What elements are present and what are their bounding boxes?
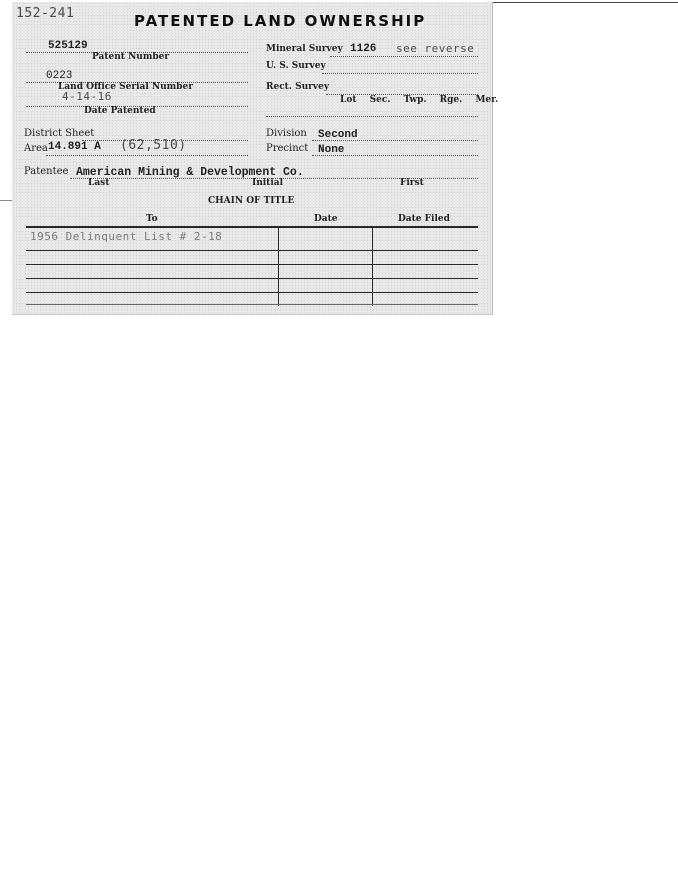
chain-column-date: Date — [314, 214, 338, 224]
division-label: Division — [266, 128, 307, 139]
patentee-initial-label: Initial — [252, 178, 283, 188]
precinct-label: Precinct — [266, 143, 309, 154]
page-edge-line — [492, 2, 678, 3]
patent-number-value: 525129 — [48, 40, 88, 52]
rect-header-sec: Sec. — [369, 95, 391, 105]
chain-column-to: To — [146, 214, 158, 224]
rect-survey-label: Rect. Survey — [266, 82, 330, 92]
chain-row-to: 1956 Delinquent List # 2-18 — [30, 230, 223, 243]
precinct-line — [312, 155, 478, 156]
file-number: 152-241 — [16, 6, 75, 21]
rect-survey-headers — [340, 95, 498, 105]
land-ownership-card — [12, 2, 499, 315]
chain-header-rule — [26, 226, 478, 228]
chain-row-rule — [26, 292, 478, 293]
date-patented-label: Date Patented — [84, 106, 156, 116]
patentee-first-label: First — [400, 178, 424, 188]
date-patented-value: 4-14-16 — [62, 90, 112, 103]
us-survey-label: U. S. Survey — [266, 61, 326, 71]
chain-row-rule — [26, 264, 478, 265]
rect-header-rge: Rge. — [439, 95, 463, 105]
mineral-survey-line — [330, 56, 478, 57]
chain-of-title-heading: CHAIN OF TITLE — [208, 196, 295, 206]
page-margin-mark — [0, 200, 12, 201]
card-title: PATENTED LAND OWNERSHIP — [134, 12, 427, 30]
mineral-survey-value: 1126 — [350, 43, 377, 55]
patent-number-label: Patent Number — [92, 52, 170, 62]
district-sheet-label: District Sheet — [24, 128, 95, 139]
chain-column-divider — [372, 226, 373, 306]
rect-header-twp: Twp. — [403, 95, 427, 105]
mineral-survey-label: Mineral Survey — [266, 44, 343, 54]
division-value: Second — [318, 129, 358, 141]
rect-header-lot: Lot — [340, 95, 357, 105]
chain-row-rule — [26, 250, 478, 251]
area-value: 14.891 A — [48, 141, 101, 153]
area-label: Area — [24, 143, 48, 154]
us-survey-line — [322, 73, 478, 74]
patentee-last-label: Last — [88, 178, 110, 188]
precinct-value: None — [318, 144, 345, 156]
chain-column-date-filed: Date Filed — [398, 214, 450, 224]
patentee-value: American Mining & Development Co. — [76, 166, 304, 179]
chain-bottom-rule — [26, 304, 478, 305]
serial-number-label: Land Office Serial Number — [58, 82, 193, 92]
rect-header-mer: Mer. — [475, 95, 499, 105]
serial-number-value: 0223 — [46, 70, 73, 82]
area-line — [46, 155, 248, 156]
patentee-label: Patentee — [24, 166, 69, 177]
division-line — [312, 140, 478, 141]
rect-survey-values-line — [266, 116, 478, 117]
mineral-survey-note: see reverse — [396, 42, 475, 55]
area-note: (62,510) — [120, 138, 187, 153]
chain-row-rule — [26, 278, 478, 279]
chain-column-divider — [278, 226, 279, 306]
